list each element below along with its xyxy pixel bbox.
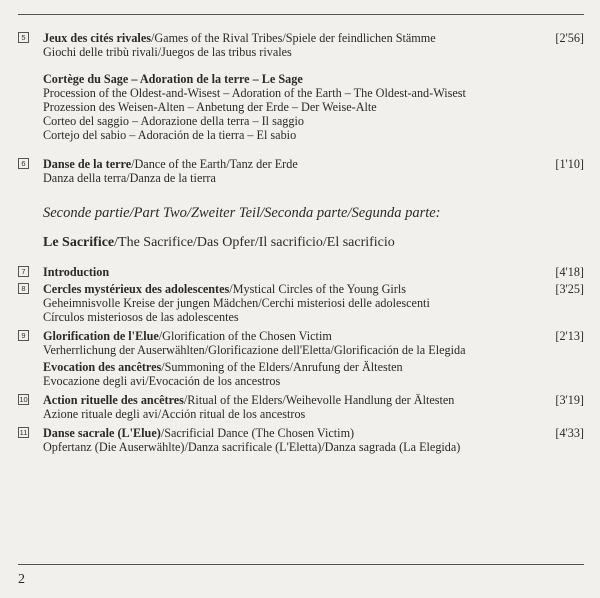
track-title-fr: Action rituelle des ancêtres <box>43 393 184 407</box>
bottom-rule <box>18 564 584 565</box>
track-duration: [4'18] <box>555 265 584 279</box>
track-title-fr: Introduction <box>43 265 110 279</box>
section-title-fr: Le Sacrifice <box>43 235 115 250</box>
track-title-translations: /Games of the Rival Tribes/Spiele der feindlichen Stämme <box>150 31 436 45</box>
movement-title-line: Cortejo del sabio – Adoración de la tierra – El sabio <box>43 128 297 142</box>
track-title-fr: Jeux des cités rivales <box>43 31 151 45</box>
section-title-translations: /The Sacrifice/Das Opfer/Il sacrificio/El sacrificio <box>114 235 395 250</box>
track-number-box: 10 <box>19 395 28 404</box>
movement-title-line: Corteo del saggio – Adorazione della terra – Il saggio <box>43 114 304 128</box>
track-title-translations: /Mystical Circles of the Young Girls <box>229 282 406 296</box>
track-duration: [2'56] <box>555 31 584 45</box>
movement-title-line: Procession of the Oldest-and-Wisest – Adoration of the Earth – The Oldest-and-Wisest <box>43 86 466 100</box>
track-title-line: Círculos misteriosos de las adolescentes <box>43 310 239 324</box>
track-title-translations: /Dance of the Earth/Tanz der Erde <box>131 157 298 171</box>
track-title-line: Opfertanz (Die Auserwählte)/Danza sacrificale (L'Eletta)/Danza sagrada (La Elegida) <box>43 440 461 454</box>
track-duration: [4'33] <box>555 426 584 440</box>
track-title-fr: Cercles mystérieux des adolescentes <box>43 282 230 296</box>
track-duration: [3'25] <box>555 282 584 296</box>
page-number: 2 <box>18 572 25 587</box>
track-number-box: 11 <box>19 428 28 437</box>
track-title-line: Danza della terra/Danza de la tierra <box>43 171 216 185</box>
track-title-line: Verherrlichung der Auserwählten/Glorificazione dell'Eletta/Glorificación de la Elegida <box>43 343 466 357</box>
track-number-box: 5 <box>18 32 29 43</box>
track-title-line: Azione rituale degli avi/Acción ritual de los ancestros <box>43 407 306 421</box>
track-duration: [3'19] <box>555 393 584 407</box>
movement-title-line: Evocazione degli avi/Evocación de los ancestros <box>43 374 281 388</box>
track-title-fr: Danse sacrale (L'Elue) <box>43 426 161 440</box>
track-title-fr: Glorification de l'Elue <box>43 329 159 343</box>
track-duration: [1'10] <box>555 157 584 171</box>
track-title-fr: Danse de la terre <box>43 157 132 171</box>
track-number-box: 6 <box>18 158 29 169</box>
movement-title-line: Prozession des Weisen-Alten – Anbetung der Erde – Der Weise-Alte <box>43 100 377 114</box>
track-number-box: 8 <box>18 283 29 294</box>
track-title-translations: /Glorification of the Chosen Victim <box>158 329 332 343</box>
movement-title-fr: Evocation des ancêtres <box>43 360 162 374</box>
section-heading <box>43 235 395 251</box>
top-rule <box>18 14 584 15</box>
track-title-line: Geheimnisvolle Kreise der jungen Mädchen/Cerchi misteriosi delle adolescenti <box>43 296 430 310</box>
track-number-box: 7 <box>18 266 29 277</box>
movement-title-fr: Cortège du Sage – Adoration de la terre – Le Sage <box>43 72 303 86</box>
track-title-translations: /Ritual of the Elders/Weihevolle Handlung der Ältesten <box>183 393 455 407</box>
track-number-box: 9 <box>18 330 29 341</box>
track-title-translations: /Sacrificial Dance (The Chosen Victim) <box>160 426 355 440</box>
part-two-heading: Seconde partie/Part Two/Zweiter Teil/Seconda parte/Segunda parte: <box>43 205 441 221</box>
track-duration: [2'13] <box>555 329 584 343</box>
track-title-line: Giochi delle tribù rivali/Juegos de las tribus rivales <box>43 45 292 59</box>
movement-title-translations: /Summoning of the Elders/Anrufung der Ältesten <box>161 360 403 374</box>
